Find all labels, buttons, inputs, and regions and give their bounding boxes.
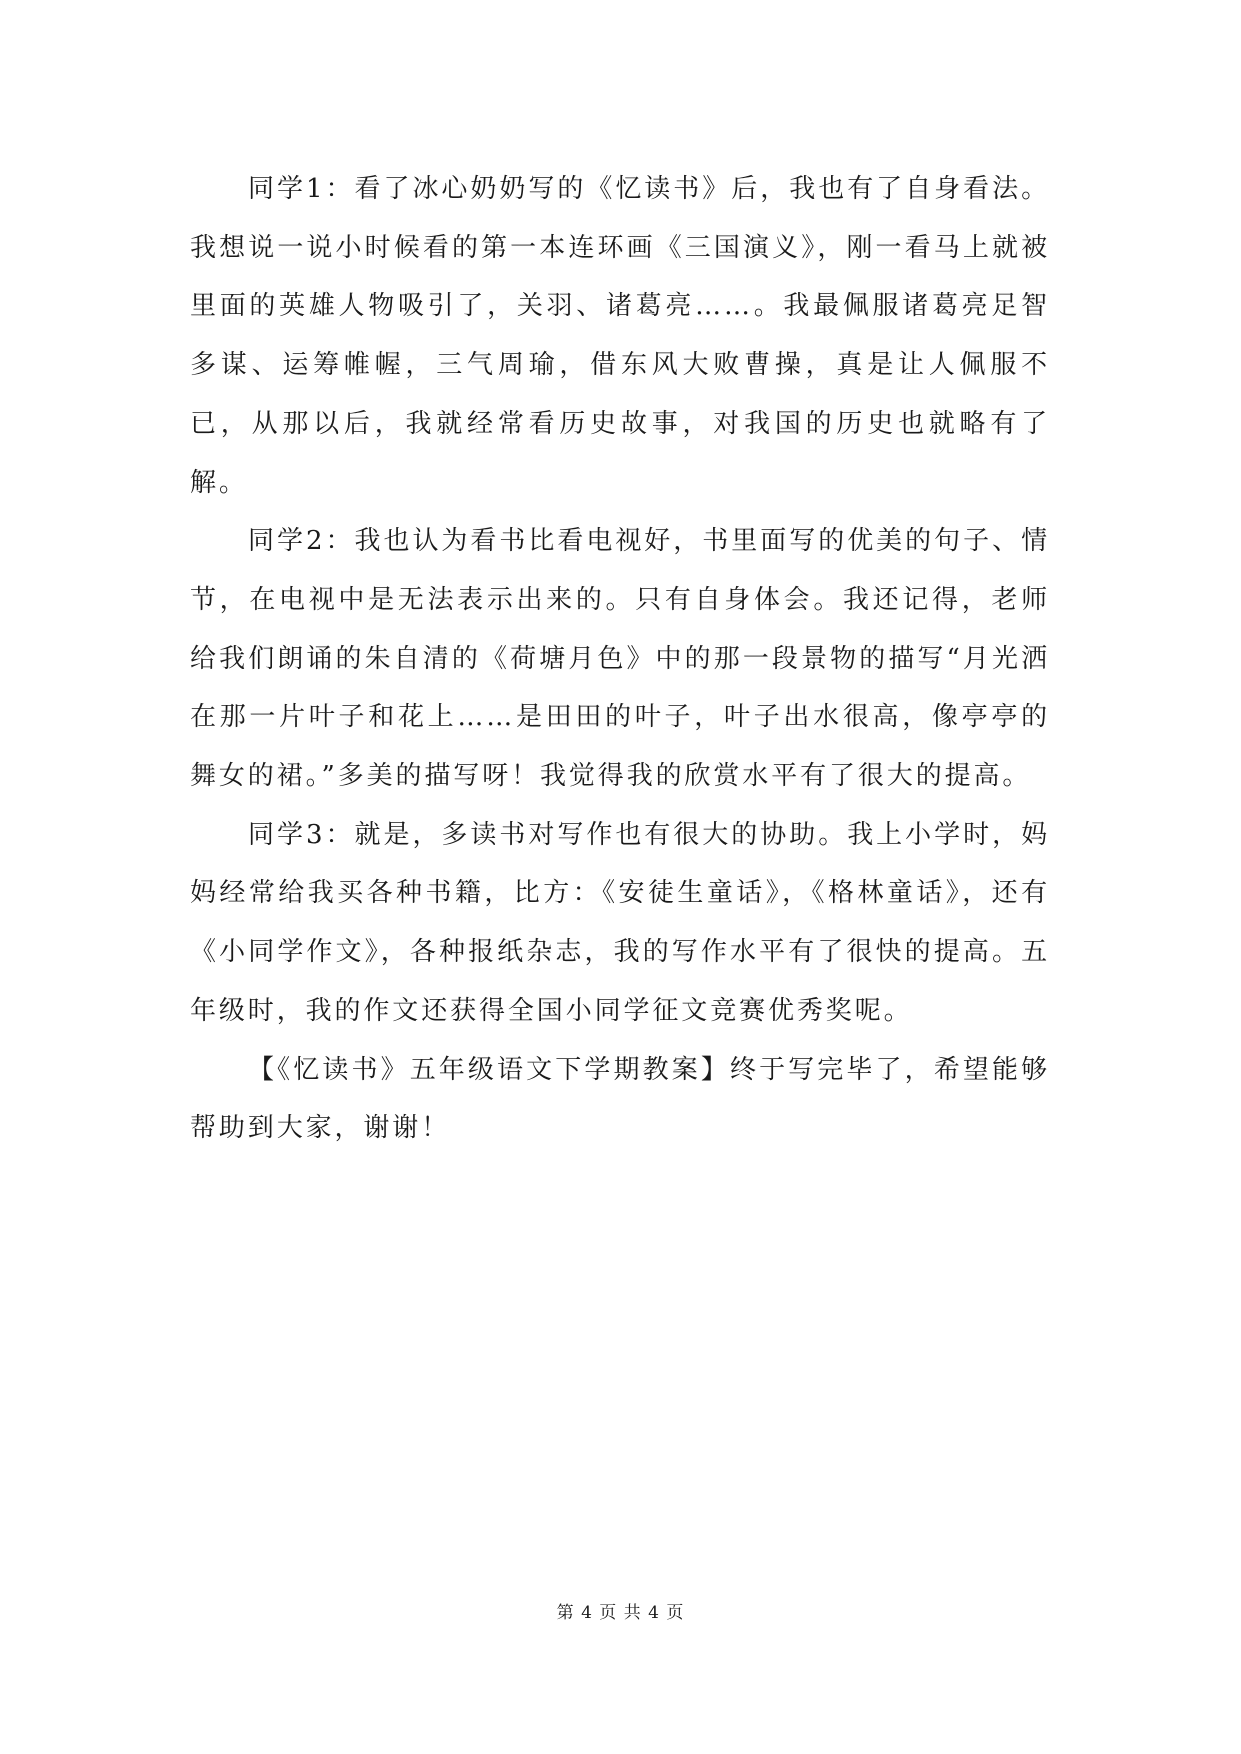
paragraph-student-1: 同学1：看了冰心奶奶写的《忆读书》后，我也有了自身看法。我想说一说小时候看的第一本连环画《三国演义》，刚一看马上就被里面的英雄人物吸引了，关羽、诸葛亮……。我最佩服诸葛亮足智多谋、运筹帷幄，三气周瑜，借东风大败曹操，真是让人佩服不已，从那以后，我就经常看历史故事，对我国的历史也就略有了解。	[190, 174, 1050, 498]
document-body	[190, 160, 1050, 1158]
page-number-footer: 第 4 页 共 4 页	[556, 1603, 685, 1623]
paragraph-closing: 【《忆读书》五年级语文下学期教案】终于写完毕了，希望能够帮助到大家，谢谢！	[190, 1054, 1050, 1144]
paragraph-student-3: 同学3：就是，多读书对写作也有很大的协助。我上小学时，妈妈经常给我买各种书籍，比方：《安徒生童话》，《格林童话》，还有《小同学作文》，各种报纸杂志，我的写作水平有了很快的提高。五年级时，我的作文还获得全国小同学征文竞赛优秀奖呢。	[190, 819, 1050, 1026]
paragraph-student-2: 同学2：我也认为看书比看电视好，书里面写的优美的句子、情节，在电视中是无法表示出来的。只有自身体会。我还记得，老师给我们朗诵的朱自清的《荷塘月色》中的那一段景物的描写“月光洒在那一片叶子和花上……是田田的叶子，叶子出水很高，像亭亭的舞女的裙。”多美的描写呀！我觉得我的欣赏水平有了很大的提高。	[190, 526, 1050, 792]
